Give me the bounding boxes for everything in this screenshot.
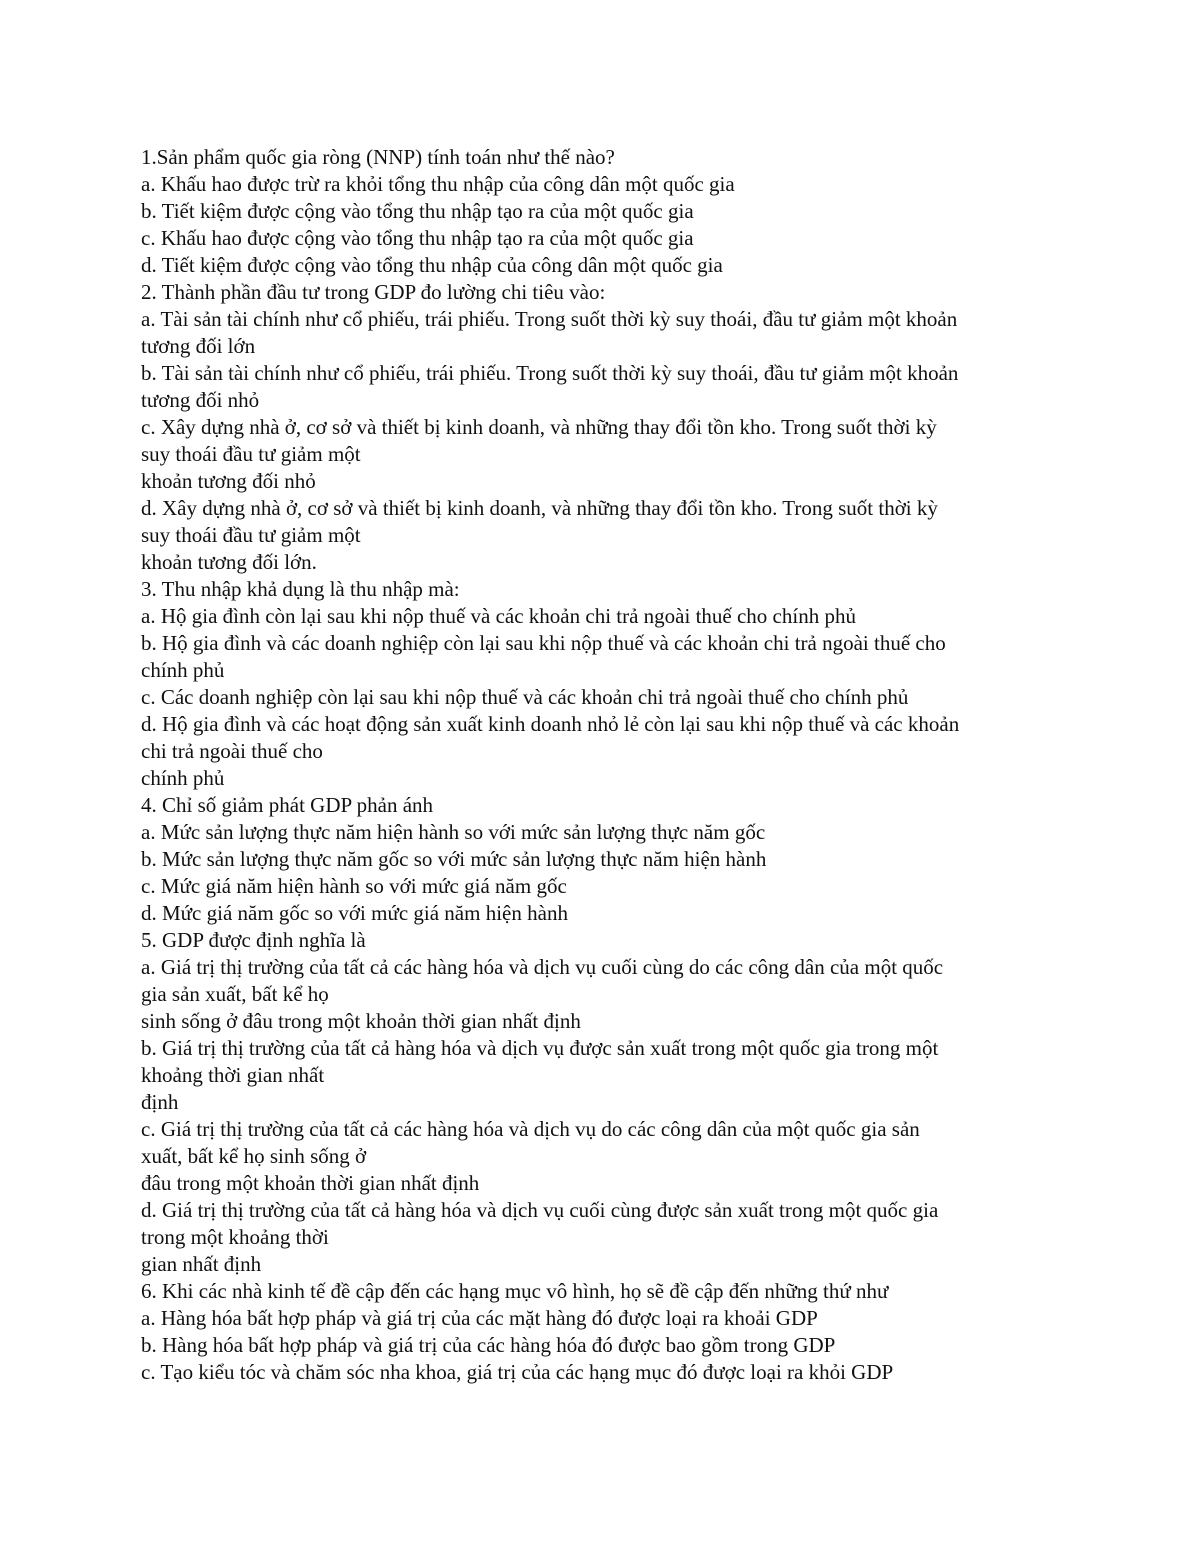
question-4-option-a: a. Mức sản lượng thực năm hiện hành so với mức sản lượng thực năm gốc xyxy=(141,820,766,844)
question-2-text: 2. Thành phần đầu tư trong GDP đo lường chi tiêu vào: xyxy=(141,280,606,304)
question-1-text: 1.Sản phẩm quốc gia ròng (NNP) tính toán như thế nào? xyxy=(141,145,615,169)
question-2-option-a: a. Tài sản tài chính như cổ phiếu, trái phiếu. Trong suốt thời kỳ suy thoái, đầu tư giảm một khoản xyxy=(141,307,958,331)
question-4-option-d: d. Mức giá năm gốc so với mức giá năm hiện hành xyxy=(141,901,568,925)
question-3-option-b: b. Hộ gia đình và các doanh nghiệp còn lại sau khi nộp thuế và các khoản chi trả ngoài thuế cho xyxy=(141,631,946,655)
document-page xyxy=(141,144,1071,1386)
question-3-option-c: c. Các doanh nghiệp còn lại sau khi nộp thuế và các khoản chi trả ngoài thuế cho chính phủ xyxy=(141,685,909,709)
question-2-option-d-cont: khoản tương đối lớn. xyxy=(141,550,317,574)
question-3-option-a: a. Hộ gia đình còn lại sau khi nộp thuế và các khoản chi trả ngoài thuế cho chính phủ xyxy=(141,604,856,628)
question-6-option-a: a. Hàng hóa bất hợp pháp và giá trị của các mặt hàng đó được loại ra khoải GDP xyxy=(141,1306,818,1330)
question-1-option-c: c. Khấu hao được cộng vào tổng thu nhập tạo ra của một quốc gia xyxy=(141,226,694,250)
question-1-option-a: a. Khấu hao được trừ ra khỏi tổng thu nhập của công dân một quốc gia xyxy=(141,172,735,196)
question-5-option-a-cont: gia sản xuất, bất kể họ xyxy=(141,982,329,1006)
question-5-option-b-cont: định xyxy=(141,1090,179,1114)
question-6-text: 6. Khi các nhà kinh tế đề cập đến các hạng mục vô hình, họ sẽ đề cập đến những thứ như xyxy=(141,1279,889,1303)
question-2-option-c-cont: suy thoái đầu tư giảm một xyxy=(141,442,361,466)
question-3-option-d-cont: chính phủ xyxy=(141,766,225,790)
question-6-option-b: b. Hàng hóa bất hợp pháp và giá trị của các hàng hóa đó được bao gồm trong GDP xyxy=(141,1333,836,1357)
question-5-option-d-cont: trong một khoảng thời xyxy=(141,1225,329,1249)
question-2-option-b-cont: tương đối nhỏ xyxy=(141,388,260,412)
question-2-option-a-cont: tương đối lớn xyxy=(141,334,256,358)
question-5-option-a-cont: sinh sống ở đâu trong một khoản thời gian nhất định xyxy=(141,1009,581,1033)
question-6-option-c: c. Tạo kiểu tóc và chăm sóc nha khoa, giá trị của các hạng mục đó được loại ra khỏi GDP xyxy=(141,1360,894,1384)
question-5-option-a: a. Giá trị thị trường của tất cả các hàng hóa và dịch vụ cuối cùng do các công dân của một quốc xyxy=(141,955,944,979)
question-5-option-b: b. Giá trị thị trường của tất cả hàng hóa và dịch vụ được sản xuất trong một quốc gia trong một xyxy=(141,1036,939,1060)
question-2-option-c: c. Xây dựng nhà ở, cơ sở và thiết bị kinh doanh, và những thay đổi tồn kho. Trong suốt thời kỳ xyxy=(141,415,937,439)
question-1-option-b: b. Tiết kiệm được cộng vào tổng thu nhập tạo ra của một quốc gia xyxy=(141,199,694,223)
question-4-option-c: c. Mức giá năm hiện hành so với mức giá năm gốc xyxy=(141,874,567,898)
question-2-option-d: d. Xây dựng nhà ở, cơ sở và thiết bị kinh doanh, và những thay đổi tồn kho. Trong suốt thời kỳ xyxy=(141,496,938,520)
question-3-option-d-cont: chi trả ngoài thuế cho xyxy=(141,739,323,763)
question-5-option-c: c. Giá trị thị trường của tất cả các hàng hóa và dịch vụ do các công dân của một quốc gia sản xyxy=(141,1117,920,1141)
question-5-option-b-cont: khoảng thời gian nhất xyxy=(141,1063,325,1087)
question-2-option-d-cont: suy thoái đầu tư giảm một xyxy=(141,523,361,547)
question-5-option-c-cont: xuất, bất kể họ sinh sống ở xyxy=(141,1144,367,1168)
question-5-text: 5. GDP được định nghĩa là xyxy=(141,928,366,952)
question-4-option-b: b. Mức sản lượng thực năm gốc so với mức sản lượng thực năm hiện hành xyxy=(141,847,767,871)
question-4-text: 4. Chỉ số giảm phát GDP phản ánh xyxy=(141,793,434,817)
question-2-option-b: b. Tài sản tài chính như cổ phiếu, trái phiếu. Trong suốt thời kỳ suy thoái, đầu tư giảm một khoản xyxy=(141,361,959,385)
question-3-text: 3. Thu nhập khả dụng là thu nhập mà: xyxy=(141,577,460,601)
question-3-option-b-cont: chính phủ xyxy=(141,658,225,682)
question-5-option-d-cont: gian nhất định xyxy=(141,1252,262,1276)
question-3-option-d: d. Hộ gia đình và các hoạt động sản xuất kinh doanh nhỏ lẻ còn lại sau khi nộp thuế và các khoản xyxy=(141,712,960,736)
question-5-option-c-cont: đâu trong một khoản thời gian nhất định xyxy=(141,1171,480,1195)
question-5-option-d: d. Giá trị thị trường của tất cả hàng hóa và dịch vụ cuối cùng được sản xuất trong một quốc gia xyxy=(141,1198,939,1222)
question-1-option-d: d. Tiết kiệm được cộng vào tổng thu nhập của công dân một quốc gia xyxy=(141,253,723,277)
question-2-option-c-cont: khoản tương đối nhỏ xyxy=(141,469,316,493)
